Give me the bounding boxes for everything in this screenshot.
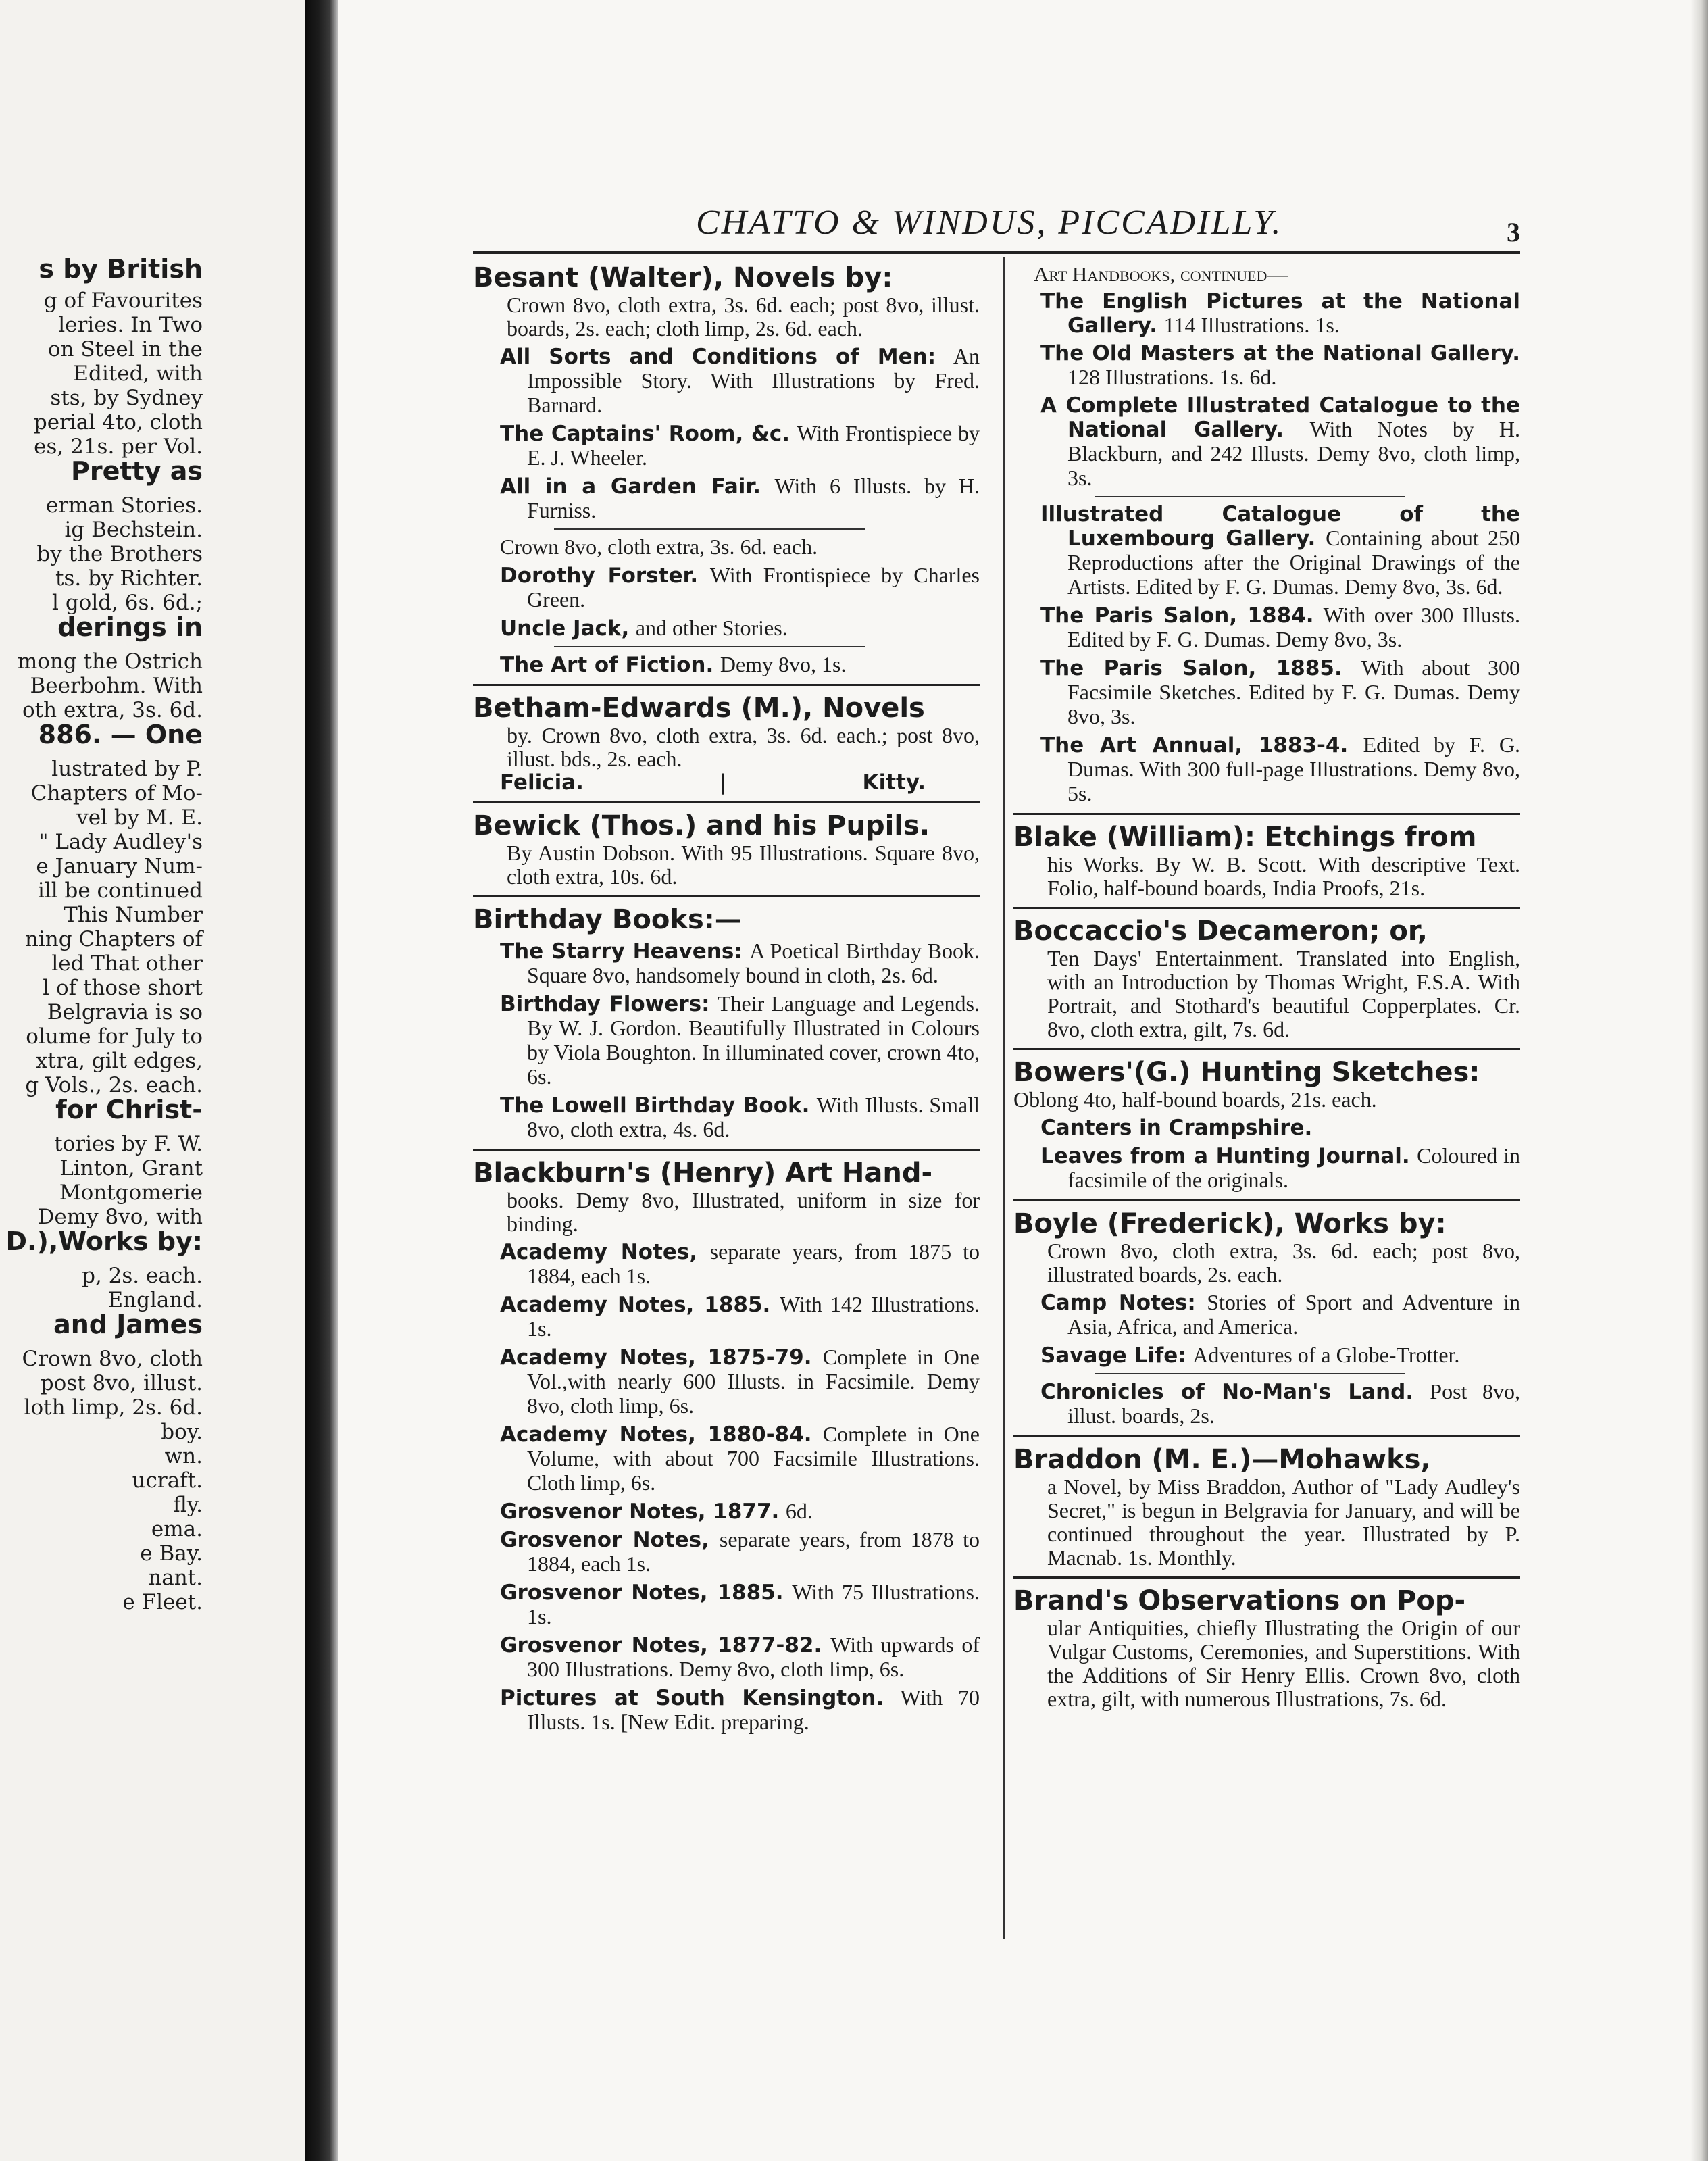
entry-description: Crown 8vo, cloth extra, 3s. 6d. each; post 8vo, illust. boards, 2s. each; cloth limp, 2s. 6d. each. [507,293,980,341]
continued-heading: Art Handbooks, continued— [1034,262,1288,286]
left-page-line: ucraft. [132,1468,203,1493]
sub-list [473,1240,980,1735]
left-page-fragment [0,0,305,2161]
sub-entry-title: Grosvenor Notes, 1877-82. [500,1633,822,1658]
sub-entry [473,1093,980,1142]
sub-entry-text: With 75 Illustrations. 1s. [527,1580,980,1629]
sub-entry [1013,1116,1520,1140]
entry-description: Ten Days' Entertainment. Translated into English, with an Introduction by Thomas Wright, F.S.A. With Portrait, and Stothard's beautiful Copperplates. Cr. 8vo, cloth extra, gilt, 7s. 6d. [1047,946,1520,1041]
sub-entry-title: The Art Annual, 1883-4. [1040,733,1349,757]
sub-entry-title: Pictures at South Kensington. [500,1686,884,1710]
sub-entry-title: A Complete Illustrated Catalogue to the National Gallery. [1040,393,1520,442]
sub-entry-title: The Paris Salon, 1884. [1040,603,1314,628]
entry-birthday-books [473,904,980,1142]
sub-entry-title: Uncle Jack, [500,616,630,641]
sub-entry-title: Academy Notes, 1880-84. [500,1422,812,1447]
left-page-line: derings in [57,612,203,642]
entry-heading: Bewick (Thos.) and his Pupils. [473,810,930,841]
sub-entry [1013,1343,1520,1368]
left-page-line: Beerbohm. With [30,674,203,698]
sub-entry-title: Grosvenor Notes, 1885. [500,1581,784,1605]
divider [1095,1373,1405,1374]
sub-entry-text: separate years, from 1875 to 1884, each 1s. [527,1239,980,1288]
sub-entry-title: Chronicles of No-Man's Land. [1040,1380,1414,1404]
sub-entry-text: 128 Illustrations. 1s. 6d. [1068,365,1277,389]
sub-entry-text: With 6 Illusts. by H. Furniss. [527,474,980,522]
left-page-line: Edited, with [73,362,203,386]
left-page-line: e Fleet. [122,1590,203,1614]
sub-entry-title: Dorothy Forster. [500,564,699,588]
sub-entry-title: The Starry Heavens: [500,939,743,964]
entry-brand [1013,1585,1520,1711]
left-page-line: fly. [173,1493,203,1517]
left-page-line: " Lady Audley's [39,830,203,854]
sub-entry [473,1528,980,1576]
left-page-line: g of Favourites [43,289,203,313]
sub-entry-title: Academy Notes, 1875-79. [500,1345,812,1370]
sub-entry-title: The Paris Salon, 1885. [1040,656,1342,680]
divider [1095,496,1405,497]
sub-entry-text: With Illusts. Small 8vo, cloth extra, 4s. 6d. [527,1093,980,1141]
rule [1013,907,1520,909]
sub-entry-text: 6d. [785,1499,813,1523]
price-note: Crown 8vo, cloth extra, 3s. 6d. each. [500,535,818,559]
left-page-line: s by British [39,254,203,284]
sub-list [1013,503,1520,806]
left-page-line: perial 4to, cloth [33,410,203,434]
left-page-line: ema. [151,1517,203,1541]
left-page-line: Crown 8vo, cloth [22,1347,203,1371]
entry-description: ular Antiquities, chiefly Illustrating the Origin of our Vulgar Customs, Ceremonies, and Superstitions. With the Additions of Sir Henry Ellis. Crown 8vo, cloth extra, gilt, with numerous Illustrations, 7s. 6d. [1047,1616,1520,1711]
page-edge [1690,0,1708,2161]
sub-entry-text: With about 300 Facsimile Sketches. Edited by F. G. Dumas. Demy 8vo, 3s. [1068,655,1520,728]
left-page-line: 886. — One [38,720,203,749]
sub-entry-text: With Notes by H. Blackburn, and 242 Illusts. Demy 8vo, cloth limp, 3s. [1068,417,1520,490]
left-page-line: tories by F. W. [54,1132,203,1156]
left-page-line: Pretty as [71,456,203,486]
title-pair [473,771,980,795]
left-page-line: wn. [164,1444,203,1468]
sub-entry [1013,1144,1520,1193]
sub-entry-title: Canters in Crampshire. [1040,1116,1313,1140]
sub-list [473,345,980,523]
sub-entry-text: Containing about 250 Reproductions after the Original Drawings of the Artists. Edited by F. G. Dumas. Demy 8vo, 3s. 6d. [1068,526,1520,599]
entry-bowers [1013,1057,1520,1193]
entry-heading: Brand's Observations on Pop- [1013,1585,1466,1616]
left-page-line: lustrated by P. [51,757,203,781]
header-rule [473,251,1520,254]
left-page-line: boy. [161,1420,203,1444]
left-page-line: es, 21s. per Vol. [34,434,203,459]
sub-entry-title: Birthday Flowers: [500,992,710,1016]
left-page-line: D.),Works by: [5,1226,203,1256]
entry-heading: Betham-Edwards (M.), Novels [473,693,925,724]
left-page-line: Montgomerie [59,1181,203,1205]
left-page-line: e January Num- [36,854,203,878]
left-page-line: by the Brothers [36,542,203,566]
sub-entry [473,1499,980,1524]
sub-entry [473,474,980,523]
left-page-line: vel by M. E. [76,805,203,830]
sub-entry-text: Edited by F. G. Dumas. With 300 full-page Illustrations. Demy 8vo, 5s. [1068,732,1520,805]
rule [473,895,980,897]
sub-entry-title: The English Pictures at the National Gallery. [1040,289,1520,338]
sub-entry-text: A Poetical Birthday Book. Square 8vo, handsomely bound in cloth, 2s. 6d. [527,939,980,987]
entry-description: a Novel, by Miss Braddon, Author of "Lady Audley's Secret," is begun in Belgravia for January, and will be continued throughout the year. Illustrated by P. Macnab. 1s. Monthly. [1047,1474,1520,1570]
sub-entry [473,345,980,418]
left-page-line: oth extra, 3s. 6d. [22,698,203,722]
rule [1013,1435,1520,1437]
sub-entry-text: With over 300 Illusts. Edited by F. G. Dumas. Demy 8vo, 3s. [1068,603,1520,651]
page-number: 3 [1507,217,1520,247]
entry-betham-edwards [473,693,980,795]
left-page-line: xtra, gilt edges, [35,1049,203,1073]
sub-list [1013,1380,1520,1429]
rule [1013,813,1520,815]
sub-list [473,564,980,641]
entry-bewick [473,810,980,889]
sub-entry-title: Savage Life: [1040,1343,1186,1368]
sub-entry-text: With Frontispiece by E. J. Wheeler. [527,421,980,470]
left-page-line: sts, by Sydney [50,386,203,410]
entry-besant [473,262,980,677]
rule [473,801,980,803]
book-gutter [305,0,338,2161]
sub-entry [1013,342,1520,390]
sub-entry [473,1240,980,1289]
rule [1013,1048,1520,1050]
entry-heading: Boccaccio's Decameron; or, [1013,916,1428,947]
sub-entry-title: The Lowell Birthday Book. [500,1093,810,1118]
sub-entry-text: Coloured in facsimile of the originals. [1068,1143,1520,1192]
sub-entry-title: Camp Notes: [1040,1291,1196,1315]
left-page-line: for Christ- [55,1095,203,1124]
sub-entry [473,1345,980,1418]
sub-entry-text: Adventures of a Globe-Trotter. [1192,1343,1460,1367]
entry-description: his Works. By W. B. Scott. With descriptive Text. Folio, half-bound boards, India Proofs, 21s. [1047,852,1520,900]
title-separator: | [719,770,727,795]
sub-entry [1013,656,1520,729]
sub-entry [1013,733,1520,806]
left-page-line: p, 2s. each. [82,1264,203,1288]
sub-entry-title: Grosvenor Notes, [500,1528,709,1552]
left-page-line: post 8vo, illust. [40,1371,203,1395]
sub-entry-title: Leaves from a Hunting Journal. [1040,1144,1410,1168]
entry-description: Crown 8vo, cloth extra, 3s. 6d. each; post 8vo, illustrated boards, 2s. each. [1047,1239,1520,1287]
sub-entry-title: The Old Masters at the National Gallery. [1040,341,1520,366]
sub-entry-text: Their Language and Legends. By W. J. Gordon. Beautifully Illustrated in Colours by Viola Boughton. In illuminated cover, crown 4to, 6s. [527,991,980,1089]
sub-entry-title: Illustrated Catalogue of the Luxembourg Gallery. [1040,502,1520,551]
left-page-line: l of those short [43,976,203,1000]
sub-list [1013,1291,1520,1368]
sub-entry-title: All Sorts and Conditions of Men: [500,345,936,369]
sub-entry-text: separate years, from 1878 to 1884, each 1s. [527,1527,980,1576]
left-page-line: This Number [64,903,203,927]
title-felicia: Felicia. [500,770,584,795]
left-page-line: e Bay. [140,1541,203,1566]
left-page-line: mong the Ostrich [17,649,203,674]
sub-entry [1013,603,1520,652]
sub-entry-text: With 70 Illusts. 1s. [New Edit. preparing. [527,1685,980,1734]
sub-entry [1013,1380,1520,1429]
left-page-line: and James [53,1310,203,1339]
left-page-line: erman Stories. [45,493,203,518]
entry-heading: Boyle (Frederick), Works by: [1013,1208,1447,1239]
entry-art-handbooks-continued [1013,262,1520,806]
sub-entry-title: The Captains' Room, &c. [500,422,790,446]
entry-heading: Bowers'(G.) Hunting Sketches: [1013,1057,1480,1088]
entry-description: By Austin Dobson. With 95 Illustrations. Square 8vo, cloth extra, 10s. 6d. [507,841,980,889]
entry-heading: Braddon (M. E.)—Mohawks, [1013,1444,1431,1475]
left-page-line: Belgravia is so [47,1000,203,1024]
sub-entry-text: Stories of Sport and Adventure in Asia, Africa, and America. [1068,1290,1521,1339]
rule [1013,1576,1520,1579]
sub-entry [473,616,980,641]
entry-blake [1013,822,1520,900]
sub-entry-title: Academy Notes, [500,1240,698,1264]
sub-entry [1013,290,1520,338]
sub-entry-title: All in a Garden Fair. [500,474,761,499]
column-divider [1003,257,1005,1939]
left-page-line: on Steel in the [47,337,203,362]
sub-entry-title: Grosvenor Notes, 1877. [500,1499,780,1524]
sub-entry [1013,503,1520,599]
sub-entry-text: 114 Illustrations. 1s. [1163,313,1340,337]
left-page-line: loth limp, 2s. 6d. [24,1395,203,1420]
entry-braddon [1013,1444,1520,1570]
rule [1013,1199,1520,1201]
sub-entry [473,1293,980,1341]
left-page-line: g Vols., 2s. each. [25,1073,203,1097]
sub-entry [1013,1291,1520,1339]
divider [554,528,865,530]
sub-entry-text: Complete in One Volume, with about 700 Facsimile Illustrations. Cloth limp, 6s. [527,1422,980,1495]
left-page-line: Linton, Grant [59,1156,203,1181]
entry-description: Oblong 4to, half-bound boards, 21s. each. [1013,1087,1377,1112]
sub-entry-text: Post 8vo, illust. boards, 2s. [1068,1379,1520,1428]
entry-heading: Blake (William): Etchings from [1013,822,1477,853]
entry-heading: Besant (Walter), Novels by: [473,262,893,293]
rule [473,684,980,686]
divider [554,646,865,647]
left-page-line: led That other [51,951,203,976]
sub-entry [473,992,980,1089]
rule [473,1149,980,1151]
left-page-line: l gold, 6s. 6d.; [52,591,203,615]
left-page-line: ning Chapters of [24,927,203,951]
left-column [473,262,980,1740]
sub-entry [473,1686,980,1735]
sub-entry [473,564,980,612]
sub-entry [473,1422,980,1495]
left-page-line: Chapters of Mo- [30,781,203,805]
left-page-line: nant. [148,1566,203,1590]
left-page-line: Demy 8vo, with [37,1205,203,1229]
entry-boyle [1013,1208,1520,1429]
sub-list [1013,1116,1520,1193]
entry-heading: Birthday Books:— [473,904,742,935]
entry-blackburn [473,1158,980,1735]
sub-entry-text: With 142 Illustrations. 1s. [527,1292,980,1341]
sub-entry-text: An Impossible Story. With Illustrations by Fred. Barnard. [527,344,980,417]
sub-entry [473,939,980,988]
left-page-line: leries. In Two [58,313,203,337]
entry-heading: Blackburn's (Henry) Art Hand- [473,1158,933,1189]
sub-entry-title: Academy Notes, 1885. [500,1293,771,1317]
sub-entry-text: With Frontispiece by Charles Green. [527,563,980,612]
running-head: CHATTO & WINDUS, PICCADILLY. [696,203,1283,242]
sub-entry-text: With upwards of 300 Illustrations. Demy 8vo, cloth limp, 6s. [527,1633,980,1681]
sub-entry [473,1633,980,1682]
sub-entry-text: and other Stories. [635,616,788,640]
left-page-line: ig Bechstein. [64,518,203,542]
sub-entry-text: Complete in One Vol.,with nearly 600 Illusts. in Facsimile. Demy 8vo, cloth limp, 6s. [527,1345,980,1418]
left-page-line: ts. by Richter. [55,566,203,591]
title-kitty: Kitty. [862,770,926,795]
sub-entry: The Art of Fiction. Demy 8vo, 1s. [500,652,847,677]
sub-entry [473,422,980,470]
left-page-line: England. [107,1288,203,1312]
entry-description: by. Crown 8vo, cloth extra, 3s. 6d. each.; post 8vo, illust. bds., 2s. each. [507,723,980,771]
sub-list [1013,290,1520,491]
entry-description: books. Demy 8vo, Illustrated, uniform in size for binding. [507,1188,980,1236]
right-column [1013,262,1520,1716]
left-page-line: olume for July to [26,1024,203,1049]
sub-entry [473,1581,980,1629]
sub-entry [1013,394,1520,491]
sub-list [473,939,980,1142]
entry-boccaccio [1013,916,1520,1041]
left-page-line: ill be continued [37,878,203,903]
